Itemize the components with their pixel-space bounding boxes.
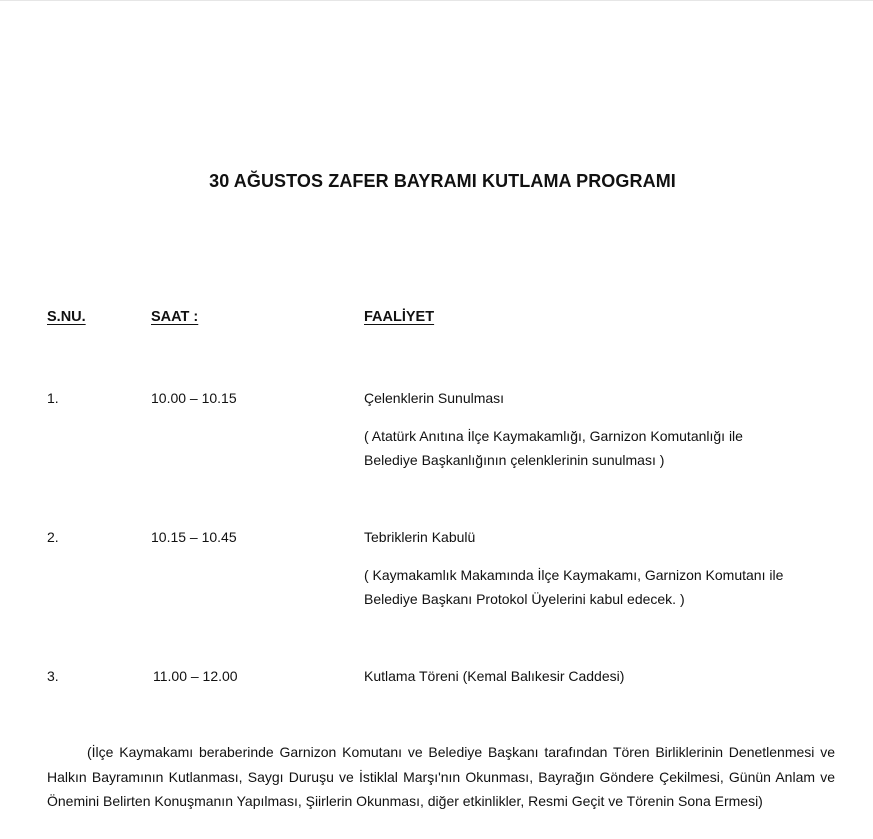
row-3-number: 3. [47,668,59,684]
row-3-activity: Kutlama Töreni (Kemal Balıkesir Caddesi) [364,668,625,684]
row-3-time: 11.00 – 12.00 [153,668,238,684]
ceremony-description [47,740,835,814]
row-1-note [364,424,743,472]
row-1-note-line-2: Belediye Başkanlığının çelenklerinin sunulması ) [364,452,665,468]
row-2-note-line-1: ( Kaymakamlık Makamında İlçe Kaymakamı, Garnizon Komutanı ile [364,567,784,583]
column-header-faaliyet: FAALİYET [364,309,435,325]
column-header-saat: SAAT : [151,309,199,325]
document-title: 30 AĞUSTOS ZAFER BAYRAMI KUTLAMA PROGRAMI [209,171,676,191]
row-2-note [364,563,783,611]
row-2-activity: Tebriklerin Kabulü [364,529,476,545]
row-2-number: 2. [47,529,59,545]
row-2-time: 10.15 – 10.45 [151,529,237,545]
column-header-sira-no: S.NU. [47,309,86,325]
row-1-number: 1. [47,390,59,406]
row-1-time: 10.00 – 10.15 [151,390,237,406]
ceremony-description-text: (İlçe Kaymakamı beraberinde Garnizon Komutanı ve Belediye Başkanı tarafından Tören Birliklerinin Denetlenmesi ve Halkın Bayramının Kutlanması, Saygı Duruşu ve İstiklal Marşı'nın Okunması, Bayrağın Göndere Çekilmesi, Günün Anlam ve Önemini Belirten Konuşmanın Yapılması, Şiirlerin Okunması, diğer etkinlikler, Resmi Geçit ve Törenin Sona Ermesi) [47,744,835,809]
row-2-note-line-2: Belediye Başkanı Protokol Üyelerini kabul edecek. ) [364,591,685,607]
row-1-note-line-1: ( Atatürk Anıtına İlçe Kaymakamlığı, Garnizon Komutanlığı ile [364,428,743,444]
row-1-activity: Çelenklerin Sunulması [364,390,505,406]
